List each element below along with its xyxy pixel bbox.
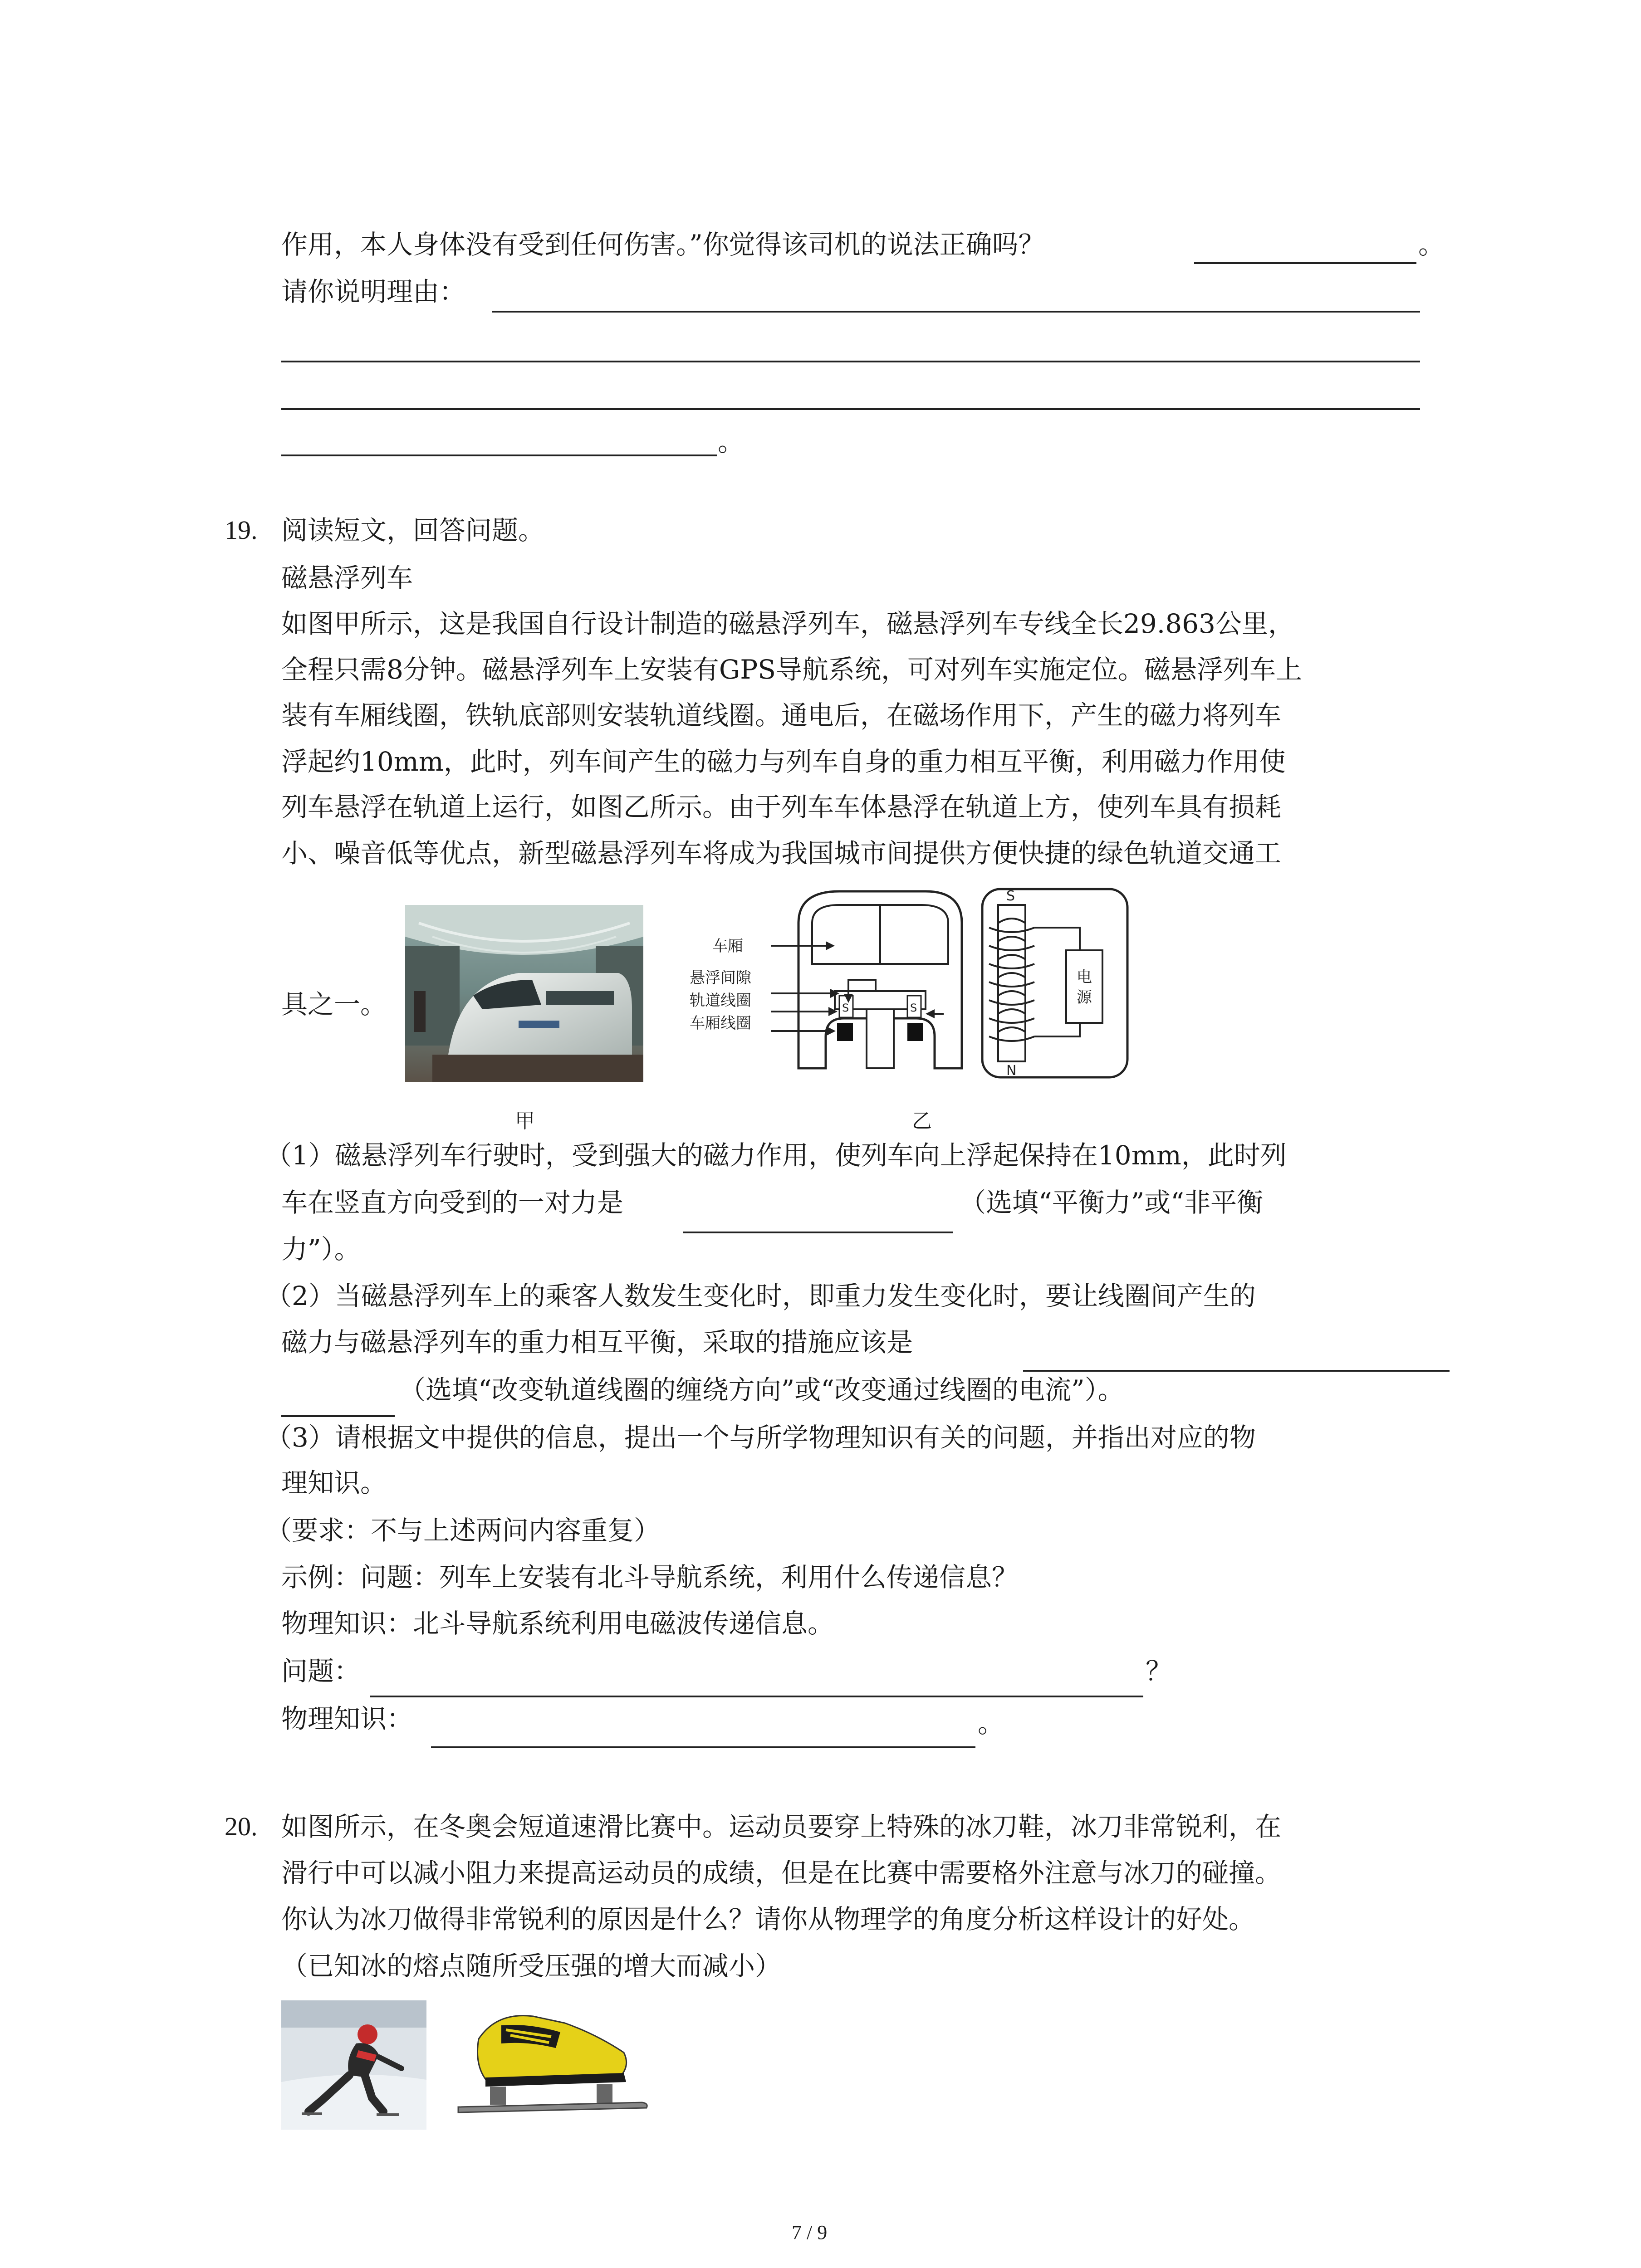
q19-question-label: 问题： xyxy=(281,1656,361,1686)
q19-sub2-line2: 磁力与磁悬浮列车的重力相互平衡，采取的措施应该是 xyxy=(281,1327,913,1358)
q18-answer-blank[interactable] xyxy=(1194,262,1416,264)
q19-sub3-line1: （3）请根据文中提供的信息，提出一个与所学物理知识有关的问题，并指出对应的物 xyxy=(265,1422,1256,1453)
label-track-coil: 轨道线圈 xyxy=(690,992,751,1010)
q20-line4: （已知冰的熔点随所受压强的增大而减小） xyxy=(281,1950,782,1981)
q18-end-mark: 。 xyxy=(718,426,745,457)
q19-sub1-blank[interactable] xyxy=(683,1232,953,1233)
q20-line2: 滑行中可以减小阻力来提高运动员的成绩，但是在比赛中需要格外注意与冰刀的碰撞。 xyxy=(281,1857,1282,1888)
q19-example-answer: 物理知识：北斗导航系统利用电磁波传递信息。 xyxy=(281,1608,834,1639)
q18-reason-label: 请你说明理由： xyxy=(281,276,466,307)
q19-sub2-line3: （选填“改变轨道线圈的缠绕方向”或“改变通过线圈的电流”）。 xyxy=(399,1374,1124,1405)
q19-knowledge-label: 物理知识： xyxy=(281,1703,413,1734)
q19-sub3-line2: 理知识。 xyxy=(281,1467,387,1498)
q19-paragraph-line-4: 浮起约10mm，此时，列车间产生的磁力与列车自身的重力相互平衡，利用磁力作用使 xyxy=(281,746,1286,777)
q19-paragraph-line-1: 如图甲所示，这是我国自行设计制造的磁悬浮列车，磁悬浮列车专线全长29.863公里， xyxy=(281,608,1294,639)
q20-number: 20. xyxy=(225,1812,258,1841)
q19-number: 19. xyxy=(225,515,258,545)
q19-question-end: ？ xyxy=(1146,1656,1172,1686)
q19-sub3-requirement: （要求：不与上述两问内容重复） xyxy=(265,1515,661,1546)
speed-skater-photo xyxy=(281,2000,426,2130)
q19-paragraph-line-5: 列车悬浮在轨道上运行，如图乙所示。由于列车车体悬浮在轨道上方，使列车具有损耗 xyxy=(281,792,1282,822)
label-car-coil: 车厢线圈 xyxy=(690,1014,751,1032)
label-gap: 悬浮间隙 xyxy=(690,969,751,987)
q18-reason-blank-3[interactable] xyxy=(281,408,1420,410)
maglev-train-photo xyxy=(405,905,643,1082)
track-coil-s-left: S xyxy=(842,1002,849,1014)
maglev-diagram xyxy=(681,887,1152,1095)
q19-sub1-line1: （1）磁悬浮列车行驶时，受到强大的磁力作用，使列车向上浮起保持在10mm，此时列 xyxy=(265,1140,1287,1171)
page-number: 7 / 9 xyxy=(792,2221,828,2244)
q19-paragraph-line-6: 小、噪音低等优点，新型磁悬浮列车将成为我国城市间提供方便快捷的绿色轨道交通工 xyxy=(281,838,1282,869)
q19-paragraph-line-3: 装有车厢线圈，铁轨底部则安装轨道线圈。通电后，在磁场作用下，产生的磁力将列车 xyxy=(281,700,1282,731)
label-car: 车厢 xyxy=(712,937,743,955)
s-pole-label: S xyxy=(1006,888,1015,904)
q18-reason-blank-2[interactable] xyxy=(281,361,1420,362)
q19-title: 磁悬浮列车 xyxy=(281,562,413,593)
q19-sub2-blank-2[interactable] xyxy=(281,1415,395,1417)
q19-example-question: 示例：问题：列车上安装有北斗导航系统，利用什么传递信息？ xyxy=(281,1562,1019,1593)
q18-line1-end: 。 xyxy=(1418,229,1445,260)
q20-line3: 你认为冰刀做得非常锐利的原因是什么？请你从物理学的角度分析这样设计的好处。 xyxy=(281,1904,1255,1935)
q19-knowledge-end: 。 xyxy=(978,1708,1004,1739)
q19-sub2-line1: （2）当磁悬浮列车上的乘客人数发生变化时，即重力发生变化时，要让线圈间产生的 xyxy=(265,1281,1256,1311)
q19-paragraph-line-7: 具之一。 xyxy=(281,989,387,1020)
q18-reason-blank-1[interactable] xyxy=(492,311,1420,313)
q20-line1: 如图所示，在冬奥会短道速滑比赛中。运动员要穿上特殊的冰刀鞋，冰刀非常锐利，在 xyxy=(281,1811,1282,1842)
q19-sub1-line2a: 车在竖直方向受到的一对力是 xyxy=(281,1187,624,1218)
ice-skate-photo xyxy=(447,1998,651,2130)
power-label-1: 电 xyxy=(1077,968,1092,986)
figure-label-b: 乙 xyxy=(912,1110,932,1133)
q19-paragraph-line-2: 全程只需8分钟。磁悬浮列车上安装有GPS导航系统，可对列车实施定位。磁悬浮列车上 xyxy=(281,654,1302,685)
q19-question-blank[interactable] xyxy=(370,1696,1143,1697)
q19-sub1-line2b: （选填“平衡力”或“非平衡 xyxy=(960,1187,1263,1218)
q19-knowledge-blank[interactable] xyxy=(431,1746,975,1748)
q19-sub1-line3: 力”）。 xyxy=(281,1234,361,1265)
power-label-2: 源 xyxy=(1077,988,1092,1007)
q18-line1: 作用，本人身体没有受到任何伤害。”你觉得该司机的说法正确吗？ xyxy=(281,229,1045,260)
n-pole-label: N xyxy=(1006,1063,1017,1079)
q18-reason-blank-4[interactable] xyxy=(281,455,717,456)
figure-label-a: 甲 xyxy=(515,1110,535,1133)
track-coil-s-right: S xyxy=(910,1002,917,1014)
q19-intro: 阅读短文，回答问题。 xyxy=(281,515,545,546)
q19-sub2-blank-1[interactable] xyxy=(1023,1370,1450,1372)
